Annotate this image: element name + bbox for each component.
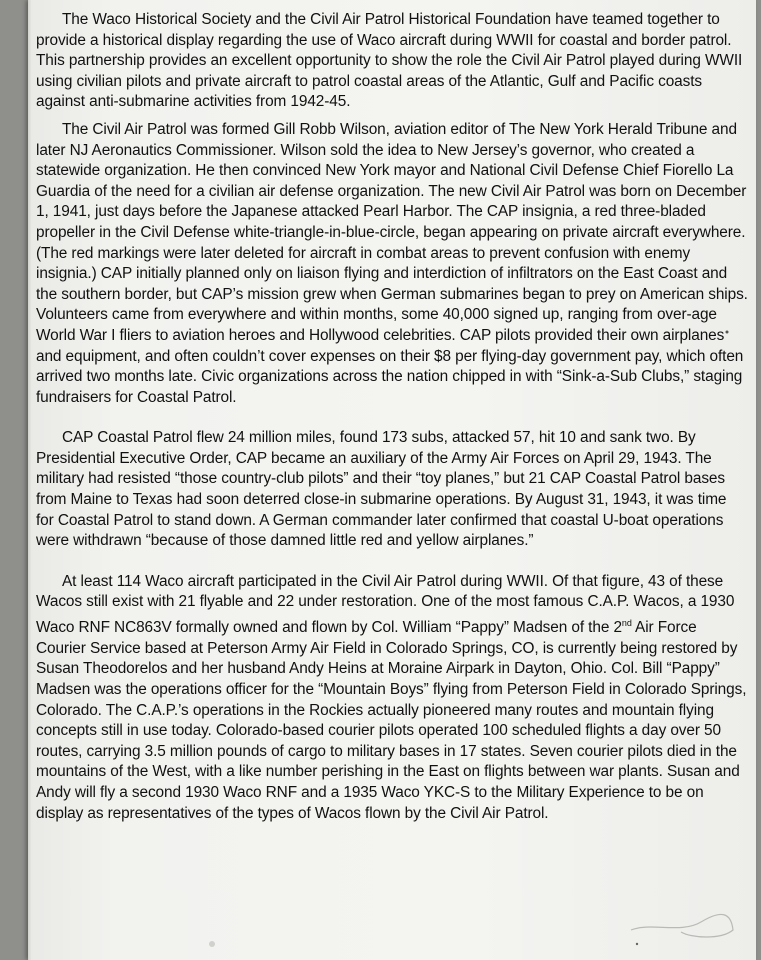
pen-scribble-icon — [621, 882, 741, 942]
paragraph-intro: The Waco Historical Society and the Civil Air Patrol Historical Foundation have teamed together to provide a historical display regarding the use of Waco aircraft during WWII for coastal and border patrol. This partnership provides an excellent opportunity to show the role the Civil Air Patrol played during WWII using civilian pilots and private aircraft to patrol coastal areas of the Atlantic, Gulf and Pacific coasts against anti-submarine activities from 1942-45. — [36, 11, 743, 111]
paragraph-waco-aircraft — [36, 572, 748, 824]
board-edge — [28, 0, 32, 960]
waco-text-part-2: Air Force Courier Service based at Peterson Army Air Field in Colorado Springs, CO, is currently being restored by Susan Theodorelos and her husband Andy Heins at Moraine Airpark in Dayton, Ohio. Col. Bill “Pappy” Madsen was the operations officer for the “Mountain Boys” flying from Peterson Field in Colorado Springs, Colorado. The C.A.P.’s operations in the Rockies actually pioneered many routes and mountain flying concepts still in use today. Colorado-based courier pilots operated 100 scheduled flights a day over 50 routes, carrying 3.5 million pounds of cargo to military bases in 17 states. Seven courier pilots died in the mountains of the West, with a like number perishing in the East on flights between war plants. Susan and Andy will fly a second 1930 Waco RNF and a 1935 Waco YKC-S to the Military Experience to be on display as representatives of the types of Wacos flown by the Civil Air Patrol. — [36, 619, 747, 822]
waco-text-part-1: At least 114 Waco aircraft participated in the Civil Air Patrol during WWII. Of that figure, 43 of these Wacos still exist with 21 flyable and 22 under restoration. One of the most famous C.A.P. Wacos, a 1930 Waco RNF NC863V formally owned and flown by Col. William “Pappy” Madsen of the 2 — [36, 572, 735, 637]
document-body — [36, 10, 748, 831]
paragraph-coastal-patrol: CAP Coastal Patrol flew 24 million miles, found 173 subs, attacked 57, hit 10 and sank two. By Presidential Executive Order, CAP became an auxiliary of the Army Air Forces on April 29, 1943. The military had resisted “those country-club pilots” and their “toy planes,” but 21 CAP Coastal Patrol bases from Maine to Texas had soon deterred close-in submarine operations. By August 31, 1943, it was time for Coastal Patrol to stand down. A German commander later confirmed that coastal U-boat operations were withdrawn “because of those damned little red and yellow airplanes.” — [36, 429, 727, 550]
ordinal-superscript: nd — [621, 618, 632, 629]
paragraph-history: The Civil Air Patrol was formed Gill Robb Wilson, aviation editor of The New York Herald Tribune and later NJ Aeronautics Commissioner. Wilson sold the idea to New Jersey’s governor, who created a statewide organization. He then convinced New York mayor and National Civil Defense Chief Fiorello La Guardia of the need for a civilian air defense organization. The new Civil Air Patrol was born on December 1, 1941, just days before the Japanese attacked Pearl Harbor. The CAP insignia, a red three-bladed propeller in the Civil Defense white-triangle-in-blue-circle, began appearing on private aircraft everywhere. (The red markings were later deleted for aircraft in combat areas to prevent confusion with enemy insignia.) CAP initially planned only on liaison flying and interdiction of infiltrators on the East Coast and the southern border, but CAP’s mission grew when German submarines began to prey on American ships. Volunteers came from everywhere and within months, some 40,000 signed up, ranging from over-age World War I fliers to aviation heroes and Hollywood celebrities. CAP pilots provided their own airplanes and equipment, and often couldn’t cover expenses on their $8 per flying-day government pay, which often arrived two months late. Civic organizations across the nation chipped in with “Sink-a-Sub Clubs,” staging fundraisers for Coastal Patrol. — [36, 120, 748, 406]
